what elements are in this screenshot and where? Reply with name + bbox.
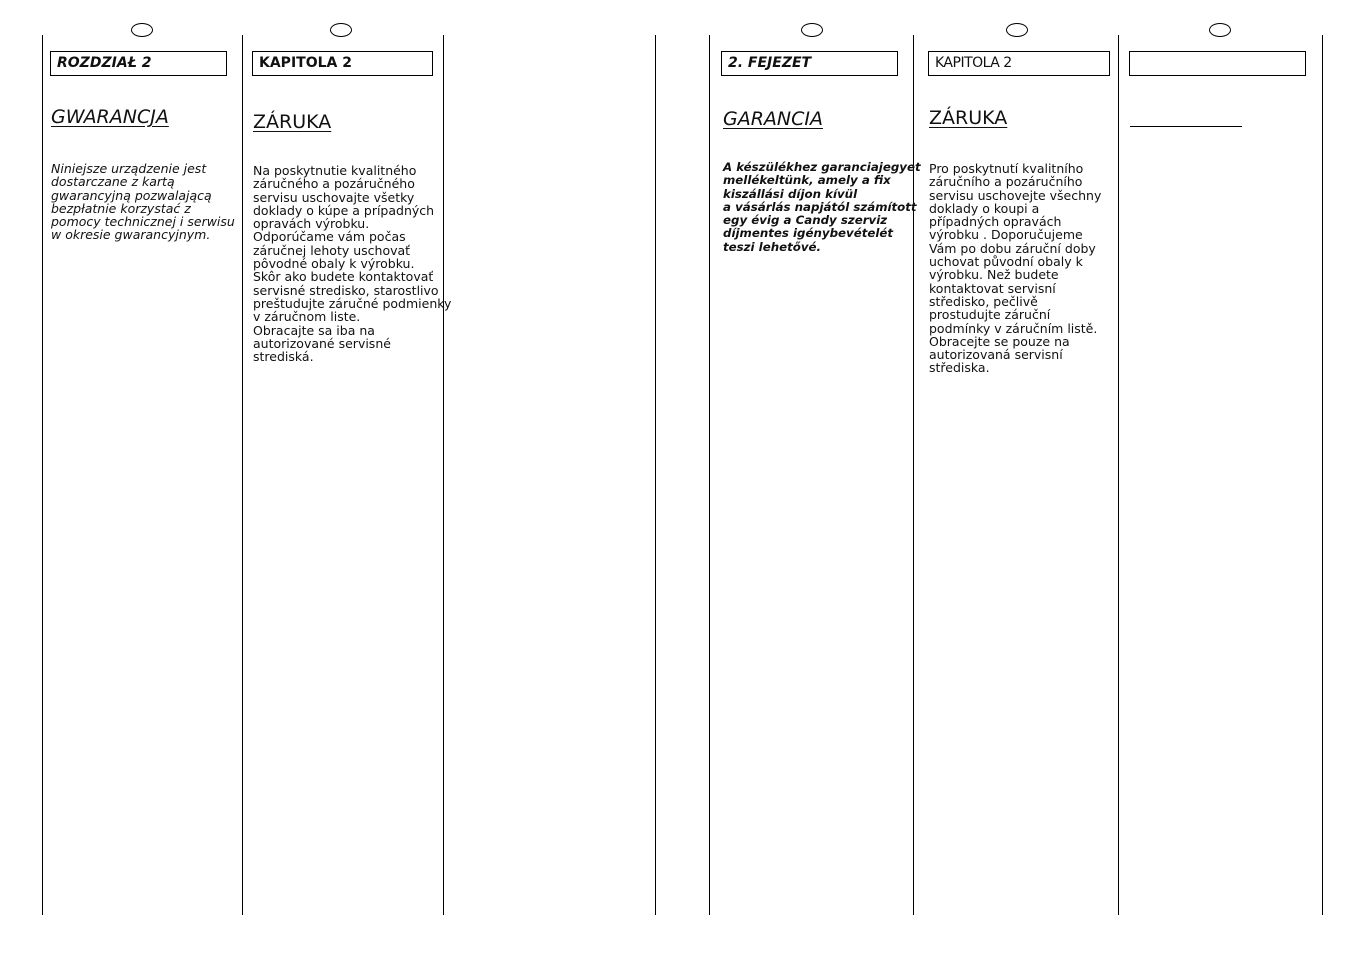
column-divider	[42, 35, 43, 915]
section-body-sk: Na poskytnutie kvalitného záručného a pozáručného servisu uschovajte všetky doklady o kúpe a prípadných opravách výrobku. Odporúčame vám počas záručnej lehoty uschovať pôvodné obaly k výrobku. Skôr ako budete kontaktovať servisné stredisko, starostlivo preštudujte záručné podmienky v záručnom liste. Obracajte sa iba na autorizované servisné strediská.	[253, 163, 452, 365]
section-title-pl: GWARANCJA	[51, 106, 169, 128]
chapter-header-empty	[1129, 51, 1306, 76]
language-marker-oval	[1006, 23, 1028, 37]
section-title-sk: ZÁRUKA	[253, 111, 332, 133]
language-marker-oval	[131, 23, 153, 37]
column-divider	[1322, 35, 1323, 915]
section-title-hu: GARANCIA	[723, 108, 824, 130]
chapter-header-sk: KAPITOLA 2	[252, 51, 433, 76]
column-divider	[1118, 35, 1119, 915]
language-marker-oval	[1209, 23, 1231, 37]
column-divider	[655, 35, 656, 915]
chapter-header-cz: KAPITOLA 2	[928, 51, 1110, 76]
chapter-header-pl: ROZDZIAŁ 2	[50, 51, 227, 76]
column-divider	[242, 35, 243, 915]
section-body-hu: A készülékhez garanciajegyet mellékeltünk, amely a fix kiszállási díjon kívül a vásárlás napjától számított egy évig a Candy szerviz díjmentes igénybevételét teszi lehetővé.	[723, 160, 921, 254]
chapter-header-hu: 2. FEJEZET	[721, 51, 898, 76]
section-body-pl: Niniejsze urządzenie jest dostarczane z kartą gwarancyjną pozwalającą bezpłatnie korzystać z pomocy technicznej i serwisu w okresie gwarancyjnym.	[51, 161, 235, 243]
column-divider	[709, 35, 710, 915]
title-underline-placeholder	[1130, 126, 1242, 127]
section-body-cz: Pro poskytnutí kvalitního záručního a pozáručního servisu uschovejte všechny doklady o koupi a případných opravách výrobku . Doporučujeme Vám po dobu záruční doby uchovat původní obaly k výrobku. Než budete kontaktovat servisní středisko, pečlivě prostudujte záruční podmínky v záručním listě. Obracejte se pouze na autorizovaná servisní střediska.	[929, 161, 1102, 376]
language-marker-oval	[330, 23, 352, 37]
language-marker-oval	[801, 23, 823, 37]
section-title-cz: ZÁRUKA	[929, 107, 1008, 129]
